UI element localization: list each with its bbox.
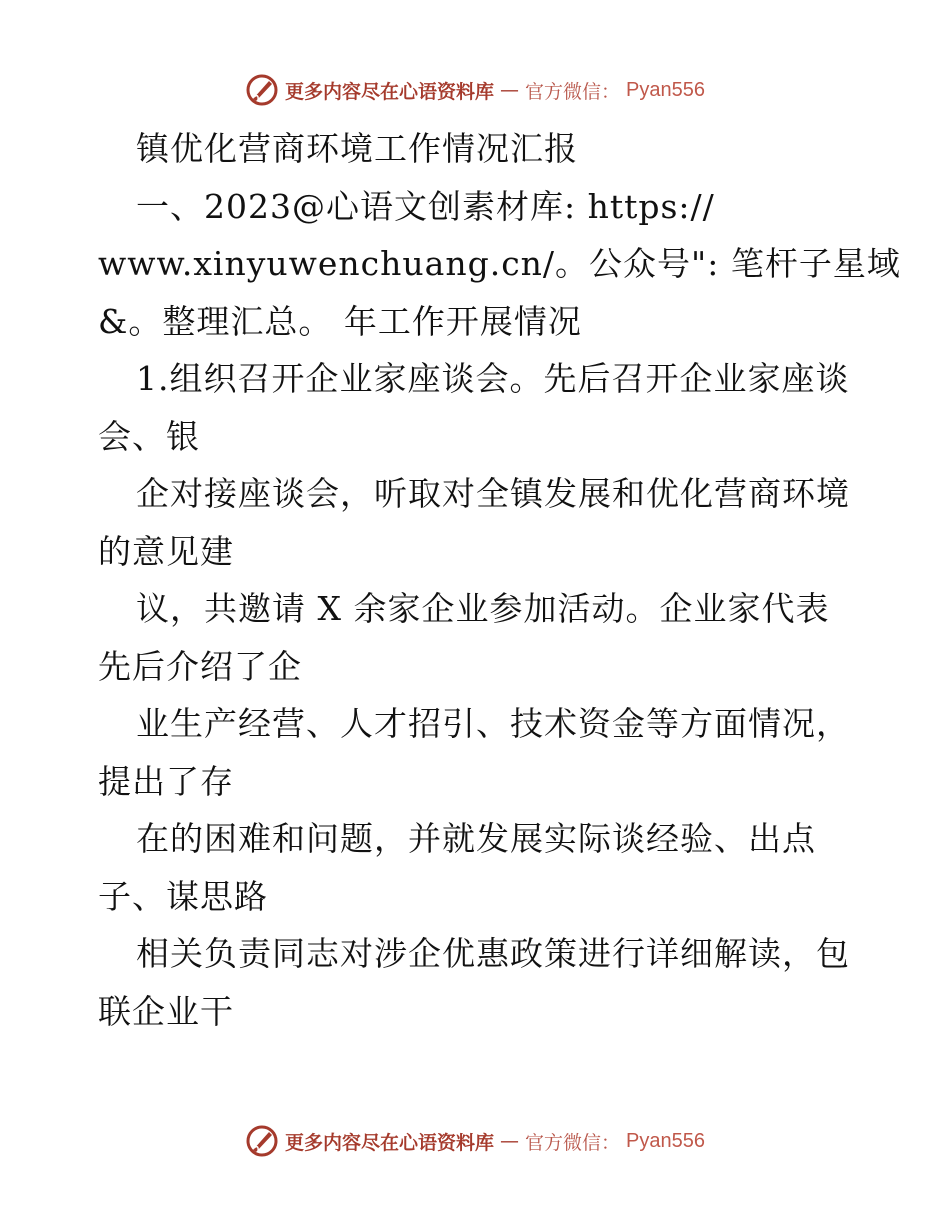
paragraph-line: 相关负责同志对涉企优惠政策进行详细解读，包: [136, 934, 850, 973]
paragraph-line: 子、谋思路: [98, 876, 268, 916]
watermark-label: 官方微信：: [525, 80, 621, 103]
watermark-wechat-id: Pyan556: [626, 1129, 705, 1152]
paragraph-line: www.xinyuwenchuang.cn/。公众号": 笔杆子星域: [98, 244, 901, 283]
watermark-separator: —: [500, 79, 520, 101]
watermark-label: 官方微信：: [525, 1131, 621, 1154]
paragraph-line: 提出了存: [98, 761, 234, 801]
watermark-brand-text: 更多内容尽在心语资料库: [285, 80, 495, 103]
paragraph-line: 会、银: [98, 416, 200, 456]
paragraph-line: &。整理汇总。 年工作开展情况: [98, 301, 582, 341]
paragraph-line: 业生产经营、人才招引、技术资金等方面情况，: [136, 704, 850, 743]
watermark-separator: —: [500, 1130, 520, 1152]
document-body: [98, 120, 901, 1040]
paragraph-line: 企对接座谈会，听取对全镇发展和优化营商环境: [136, 474, 850, 513]
document-title: 镇优化营商环境工作情况汇报: [136, 129, 578, 168]
header-watermark: [0, 70, 950, 110]
watermark-wechat-id: Pyan556: [626, 78, 705, 101]
paragraph-line: 1.组织召开企业家座谈会。先后召开企业家座谈: [136, 359, 850, 398]
paragraph-line: 在的困难和问题，并就发展实际谈经验、出点: [136, 819, 816, 858]
footer-watermark: [0, 1121, 950, 1161]
quill-logo-icon: [245, 73, 279, 107]
watermark-brand-text: 更多内容尽在心语资料库: [285, 1131, 495, 1154]
paragraph-line: 议，共邀请 X 余家企业参加活动。企业家代表: [136, 589, 830, 628]
quill-logo-icon: [245, 1124, 279, 1158]
paragraph-line: 一、2023@心语文创素材库: https://: [136, 186, 715, 226]
paragraph-line: 先后介绍了企: [98, 646, 302, 686]
paragraph-line: 联企业干: [98, 991, 234, 1031]
paragraph-line: 的意见建: [98, 531, 234, 571]
